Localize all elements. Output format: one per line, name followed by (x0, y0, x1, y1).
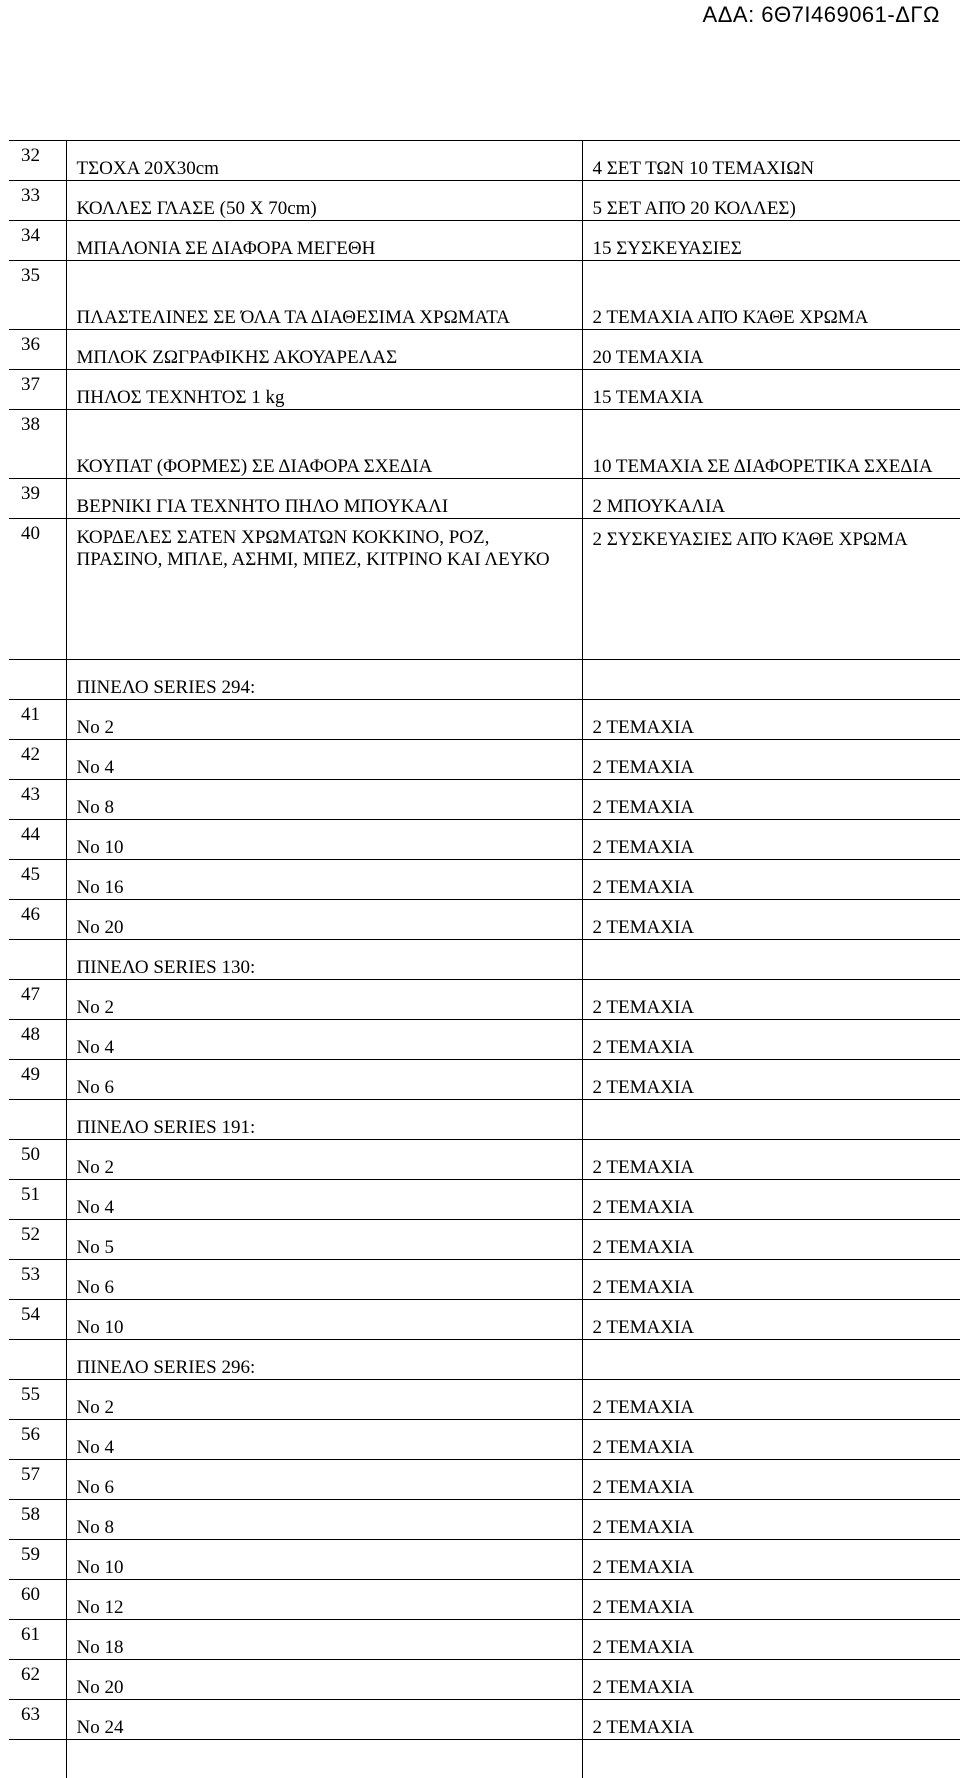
table-row (9, 1500, 960, 1540)
item-quantity-cell: 20 ΤΕΜΑΧΙΑ (582, 330, 960, 370)
item-number-cell: 59 (9, 1540, 66, 1580)
items-table (9, 140, 960, 1778)
item-quantity-cell: 2 ΤΕΜΑΧΙΑ (582, 1380, 960, 1420)
table-row (9, 1300, 960, 1340)
item-number-cell: 51 (9, 1180, 66, 1220)
item-description-cell: ΜΠΛΟΚ ΖΩΓΡΑΦΙΚΗΣ ΑΚΟΥΑΡΕΛΑΣ (66, 330, 582, 370)
item-description-cell: No 10 (66, 1540, 582, 1580)
item-number-cell: 57 (9, 1460, 66, 1500)
item-quantity-cell: 2 ΤΕΜΑΧΙΑ (582, 980, 960, 1020)
item-quantity-cell: 4 ΣΕΤ ΤΩΝ 10 ΤΕΜΑΧΙΩΝ (582, 141, 960, 181)
items-table-body (9, 141, 960, 1778)
item-quantity-cell: 2 ΤΕΜΑΧΙΑ (582, 1260, 960, 1300)
table-row (9, 700, 960, 740)
item-number-cell (9, 1340, 66, 1380)
item-number-cell: 55 (9, 1380, 66, 1420)
table-row (9, 1540, 960, 1580)
item-quantity-cell: 2 ΤΕΜΑΧΙΑ (582, 1180, 960, 1220)
table-row (9, 330, 960, 370)
item-number-cell: 39 (9, 479, 66, 519)
table-row (9, 261, 960, 330)
item-number-cell: 52 (9, 1220, 66, 1260)
item-quantity-cell: 2 ΤΕΜΑΧΙΑ (582, 1660, 960, 1700)
item-description-cell: ΠΙΝΕΛΟ SERIES 294: (66, 660, 582, 700)
item-number-cell: 61 (9, 1620, 66, 1660)
item-description-cell: No 5 (66, 1220, 582, 1260)
item-description-cell: ΠΙΝΕΛΟ SERIES 130: (66, 940, 582, 980)
item-quantity-cell: 2 ΤΕΜΑΧΙΑ (582, 860, 960, 900)
item-description-cell: No 12 (66, 1580, 582, 1620)
item-number-cell: 63 (9, 1700, 66, 1740)
table-row (9, 1700, 960, 1740)
item-description-cell: No 2 (66, 700, 582, 740)
item-number-cell: 50 (9, 1140, 66, 1180)
table-row (9, 820, 960, 860)
item-number-cell: 58 (9, 1500, 66, 1540)
item-quantity-cell (582, 1100, 960, 1140)
item-description-cell: ΠΛΑΣΤΕΛΙΝΕΣ ΣΕ ΌΛΑ ΤΑ ΔΙΑΘΕΣΙΜΑ ΧΡΩΜΑΤΑ (66, 261, 582, 330)
item-description-cell: No 2 (66, 1380, 582, 1420)
item-number-cell: 33 (9, 181, 66, 221)
item-quantity-cell: 2 ΤΕΜΑΧΙΑ (582, 740, 960, 780)
item-number-cell: 54 (9, 1300, 66, 1340)
item-description-cell: No 10 (66, 820, 582, 860)
item-description-cell: ΚΟΛΛΕΣ ΓΛΑΣΕ (50 Χ 70cm) (66, 181, 582, 221)
item-number-cell (9, 1100, 66, 1140)
table-row (9, 370, 960, 410)
table-row (9, 1740, 960, 1778)
item-number-cell: 42 (9, 740, 66, 780)
table-row (9, 900, 960, 940)
item-quantity-cell: 10 ΤΕΜΑΧΙΑ ΣΕ ΔΙΑΦΟΡΕΤΙΚΑ ΣΧΕΔΙΑ (582, 410, 960, 479)
item-number-cell: 43 (9, 780, 66, 820)
item-description-cell: No 20 (66, 900, 582, 940)
table-row (9, 1260, 960, 1300)
table-row (9, 1580, 960, 1620)
item-number-cell: 53 (9, 1260, 66, 1300)
item-description-cell: No 6 (66, 1060, 582, 1100)
item-number-cell (9, 660, 66, 700)
item-description-cell: No 18 (66, 1620, 582, 1660)
item-description-cell: No 6 (66, 1460, 582, 1500)
table-row (9, 1660, 960, 1700)
item-quantity-cell: 2 ΤΕΜΑΧΙΑ (582, 1220, 960, 1260)
table-row (9, 519, 960, 660)
item-quantity-cell: 2 ΤΕΜΑΧΙΑ (582, 700, 960, 740)
item-description-cell: ΚΟΡΔΕΛΕΣ ΣΑΤΕΝ ΧΡΩΜΑΤΩΝ ΚΟΚΚΙΝΟ, ΡΟΖ, ΠΡΑΣΙΝΟ, ΜΠΛΕ, ΑΣΗΜΙ, ΜΠΕΖ, ΚΙΤΡΙΝΟ ΚΑΙ ΛΕΥΚΟ (66, 519, 582, 660)
table-row (9, 860, 960, 900)
table-row (9, 1460, 960, 1500)
item-number-cell: 32 (9, 141, 66, 181)
item-quantity-cell: 2 ΜΠΟΥΚΑΛΙΑ (582, 479, 960, 519)
item-number-cell (9, 940, 66, 980)
table-row (9, 181, 960, 221)
table-row (9, 1220, 960, 1260)
item-quantity-cell: 15 ΤΕΜΑΧΙΑ (582, 370, 960, 410)
item-number-cell: 60 (9, 1580, 66, 1620)
item-description-cell: No 24 (66, 1700, 582, 1740)
item-number-cell: 41 (9, 700, 66, 740)
table-row (9, 980, 960, 1020)
table-row (9, 479, 960, 519)
item-description-cell: ΜΠΑΛΟΝΙΑ ΣΕ ΔΙΑΦΟΡΑ ΜΕΓΕΘΗ (66, 221, 582, 261)
table-row (9, 1420, 960, 1460)
table-row (9, 410, 960, 479)
item-description-cell: No 6 (66, 1260, 582, 1300)
item-description-cell: No 20 (66, 1660, 582, 1700)
item-quantity-cell: 5 ΣΕΤ ΑΠΌ 20 ΚΟΛΛΕΣ) (582, 181, 960, 221)
item-quantity-cell: 2 ΤΕΜΑΧΙΑ (582, 1420, 960, 1460)
section-header-row (9, 1100, 960, 1140)
item-description-cell: No 2 (66, 1140, 582, 1180)
table-row (9, 1140, 960, 1180)
item-description-cell: No 4 (66, 1420, 582, 1460)
item-quantity-cell: 2 ΤΕΜΑΧΙΑ (582, 780, 960, 820)
table-row (9, 1060, 960, 1100)
item-quantity-cell: 2 ΤΕΜΑΧΙΑ (582, 1620, 960, 1660)
item-quantity-cell: 2 ΤΕΜΑΧΙΑ ΑΠΌ ΚΆΘΕ ΧΡΩΜΑ (582, 261, 960, 330)
table-row (9, 1020, 960, 1060)
item-quantity-cell: 2 ΤΕΜΑΧΙΑ (582, 900, 960, 940)
item-description-cell: ΠΙΝΕΛΟ SERIES 191: (66, 1100, 582, 1140)
item-number-cell: 56 (9, 1420, 66, 1460)
item-quantity-cell: 2 ΤΕΜΑΧΙΑ (582, 1460, 960, 1500)
item-quantity-cell: 2 ΤΕΜΑΧΙΑ (582, 1700, 960, 1740)
item-description-cell: No 4 (66, 1180, 582, 1220)
item-number-cell: 44 (9, 820, 66, 860)
item-number-cell: 38 (9, 410, 66, 479)
item-number-cell: 49 (9, 1060, 66, 1100)
section-header-row (9, 940, 960, 980)
item-number-cell (9, 1740, 66, 1778)
section-header-row (9, 660, 960, 700)
item-number-cell: 36 (9, 330, 66, 370)
item-number-cell: 34 (9, 221, 66, 261)
item-description-cell: No 16 (66, 860, 582, 900)
table-row (9, 221, 960, 261)
item-quantity-cell: 15 ΣΥΣΚΕΥΑΣΙΕΣ (582, 221, 960, 261)
item-number-cell: 62 (9, 1660, 66, 1700)
item-quantity-cell: 2 ΤΕΜΑΧΙΑ (582, 1580, 960, 1620)
document-code: ΑΔΑ: 6Θ7Ι469061-ΔΓΩ (703, 2, 940, 28)
item-description-cell: No 4 (66, 1020, 582, 1060)
item-number-cell: 35 (9, 261, 66, 330)
item-description-cell: No 8 (66, 780, 582, 820)
item-number-cell: 46 (9, 900, 66, 940)
item-quantity-cell (582, 1740, 960, 1778)
item-quantity-cell: 2 ΤΕΜΑΧΙΑ (582, 1540, 960, 1580)
item-number-cell: 47 (9, 980, 66, 1020)
table-row (9, 1620, 960, 1660)
item-quantity-cell (582, 1340, 960, 1380)
item-description-cell: ΚΟΥΠΑΤ (ΦΟΡΜΕΣ) ΣΕ ΔΙΑΦΟΡΑ ΣΧΕΔΙΑ (66, 410, 582, 479)
item-description-cell (66, 1740, 582, 1778)
item-quantity-cell: 2 ΤΕΜΑΧΙΑ (582, 1140, 960, 1180)
item-description-cell: No 10 (66, 1300, 582, 1340)
item-description-cell: ΠΗΛΟΣ ΤΕΧΝΗΤΟΣ 1 kg (66, 370, 582, 410)
item-quantity-cell (582, 660, 960, 700)
item-number-cell: 37 (9, 370, 66, 410)
item-quantity-cell: 2 ΤΕΜΑΧΙΑ (582, 1300, 960, 1340)
item-quantity-cell (582, 940, 960, 980)
section-header-row (9, 1340, 960, 1380)
item-description-cell: No 4 (66, 740, 582, 780)
table-row (9, 1380, 960, 1420)
item-quantity-cell: 2 ΤΕΜΑΧΙΑ (582, 1060, 960, 1100)
table-row (9, 141, 960, 181)
item-description-cell: ΠΙΝΕΛΟ SERIES 296: (66, 1340, 582, 1380)
item-description-cell: No 2 (66, 980, 582, 1020)
item-description-cell: ΒΕΡΝΙΚΙ ΓΙΑ ΤΕΧΝΗΤΟ ΠΗΛΟ ΜΠΟΥΚΑΛΙ (66, 479, 582, 519)
table-row (9, 740, 960, 780)
item-quantity-cell: 2 ΣΥΣΚΕΥΑΣΙΕΣ ΑΠΌ ΚΆΘΕ ΧΡΩΜΑ (582, 519, 960, 660)
item-description-cell: No 8 (66, 1500, 582, 1540)
item-number-cell: 48 (9, 1020, 66, 1060)
table-row (9, 780, 960, 820)
table-row (9, 1180, 960, 1220)
item-number-cell: 45 (9, 860, 66, 900)
item-number-cell: 40 (9, 519, 66, 660)
item-quantity-cell: 2 ΤΕΜΑΧΙΑ (582, 1500, 960, 1540)
item-quantity-cell: 2 ΤΕΜΑΧΙΑ (582, 820, 960, 860)
item-description-cell: ΤΣΟΧΑ 20Χ30cm (66, 141, 582, 181)
item-quantity-cell: 2 ΤΕΜΑΧΙΑ (582, 1020, 960, 1060)
